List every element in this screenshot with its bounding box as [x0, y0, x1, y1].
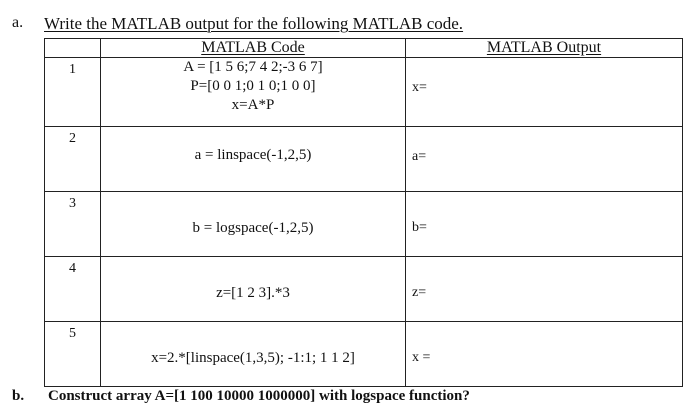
code-cell — [101, 58, 406, 127]
row-number: 4 — [45, 257, 101, 322]
code-cell — [101, 322, 406, 387]
question-a-label: a. — [12, 14, 24, 31]
row-number: 2 — [45, 127, 101, 192]
header-matlab-output: MATLAB Output — [406, 39, 683, 58]
question-b-text: Construct array A=[1 100 10000 1000000] with logspace function? — [48, 388, 470, 404]
table-row — [45, 322, 683, 387]
output-cell — [406, 127, 683, 192]
table-row — [45, 127, 683, 192]
question-a-text: Write the MATLAB output for the following MATLAB code. — [44, 14, 464, 33]
code-line: P=[0 0 1;0 1 0;1 0 0] — [190, 78, 316, 94]
header-matlab-code: MATLAB Code — [101, 39, 406, 58]
code-cell — [101, 127, 406, 192]
output-cell — [406, 58, 683, 127]
output-label: x = — [412, 350, 431, 365]
code-line: a = linspace(-1,2,5) — [194, 147, 312, 163]
code-line: x=A*P — [231, 97, 275, 113]
output-cell — [406, 192, 683, 257]
output-label: b= — [412, 220, 427, 235]
table-row — [45, 257, 683, 322]
code-cell — [101, 257, 406, 322]
code-line: x=2.*[linspace(1,3,5); -1:1; 1 1 2] — [151, 350, 355, 366]
output-label: x= — [412, 80, 427, 95]
output-label: z= — [412, 285, 427, 300]
code-line: A = [1 5 6;7 4 2;-3 6 7] — [183, 59, 323, 75]
code-line: z=[1 2 3].*3 — [216, 285, 290, 301]
output-cell — [406, 257, 683, 322]
output-cell — [406, 322, 683, 387]
header-blank — [45, 39, 101, 58]
output-label: a= — [412, 149, 427, 164]
row-number: 3 — [45, 192, 101, 257]
table-row — [45, 192, 683, 257]
matlab-table — [44, 38, 683, 387]
code-line: b = logspace(-1,2,5) — [192, 220, 314, 236]
question-b-label: b. — [12, 388, 25, 404]
row-number: 5 — [45, 322, 101, 387]
table-row — [45, 58, 683, 127]
code-cell — [101, 192, 406, 257]
table-header-row — [45, 39, 683, 58]
row-number: 1 — [45, 58, 101, 127]
